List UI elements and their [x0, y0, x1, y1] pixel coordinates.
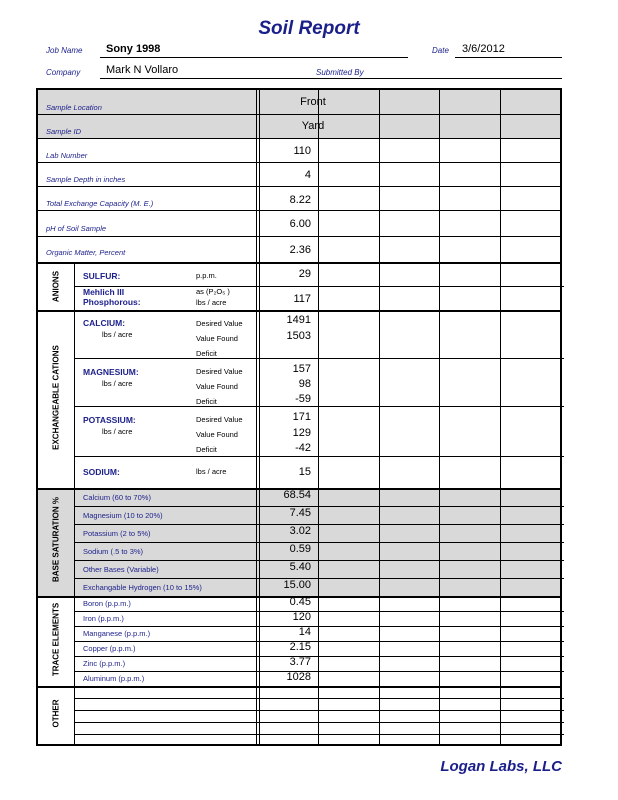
company-value: Mark N Vollaro — [106, 64, 179, 76]
section-trace: TRACE ELEMENTS — [51, 602, 61, 677]
label-sample-depth: Sample Depth in inches — [46, 175, 126, 184]
unit-calcium: lbs / acre — [102, 330, 133, 339]
unit-phos-lbs: lbs / acre — [196, 298, 227, 307]
section-other: OTHER — [51, 699, 61, 728]
value-sodium: 15 — [298, 466, 311, 478]
label-sample-location: Sample Location — [46, 103, 102, 112]
label-magnesium: MAGNESIUM: — [83, 367, 139, 377]
bs-label-calcium: Calcium (60 to 70%) — [83, 493, 151, 502]
unit-magnesium: lbs / acre — [102, 379, 133, 388]
trace-label-aluminum: Aluminum (p.p.m.) — [83, 674, 145, 683]
trace-value-copper: 2.15 — [289, 641, 311, 653]
value-ph: 6.00 — [289, 218, 311, 230]
label-mehlich: Mehlich III — [83, 287, 125, 297]
potassium-deficit-label: Deficit — [196, 445, 217, 454]
label-potassium: POTASSIUM: — [83, 415, 136, 425]
magnesium-found-value: 98 — [298, 378, 311, 390]
trace-label-boron: Boron (p.p.m.) — [83, 599, 131, 608]
potassium-deficit-value: -42 — [295, 442, 311, 454]
bs-label-other-bases: Other Bases (Variable) — [83, 565, 159, 574]
magnesium-desired-value: 157 — [292, 363, 311, 375]
unit-sodium: lbs / acre — [196, 467, 227, 476]
magnesium-found-label: Value Found — [196, 382, 238, 391]
bs-value-calcium: 68.54 — [283, 489, 311, 501]
job-name-underline — [100, 57, 408, 58]
trace-value-iron: 120 — [292, 611, 311, 623]
trace-label-manganese: Manganese (p.p.m.) — [83, 629, 151, 638]
submitted-by-label: Submitted By — [316, 68, 364, 77]
calcium-desired-value: 1491 — [286, 314, 311, 326]
label-tec: Total Exchange Capacity (M. E.) — [46, 199, 154, 208]
magnesium-desired-label: Desired Value — [196, 367, 243, 376]
section-base-saturation: BASE SATURATION % — [51, 496, 61, 583]
date-underline — [455, 57, 562, 58]
magnesium-deficit-value: -59 — [295, 393, 311, 405]
bs-label-hydrogen: Exchangable Hydrogen (10 to 15%) — [83, 583, 202, 592]
company-underline — [100, 78, 562, 79]
section-cations: EXCHANGEABLE CATIONS — [51, 345, 61, 450]
value-sample-depth: 4 — [304, 169, 311, 181]
report-title: Soil Report — [258, 18, 360, 39]
potassium-found-label: Value Found — [196, 430, 238, 439]
trace-label-iron: Iron (p.p.m.) — [83, 614, 124, 623]
bs-value-other-bases: 5.40 — [289, 561, 311, 573]
value-sample-location: Front — [300, 96, 326, 108]
label-lab-number: Lab Number — [46, 151, 88, 160]
label-organic: Organic Matter, Percent — [46, 248, 126, 257]
calcium-desired-label: Desired Value — [196, 319, 243, 328]
value-sulfur: 29 — [298, 268, 311, 280]
magnesium-deficit-label: Deficit — [196, 397, 217, 406]
bs-value-sodium: 0.59 — [289, 543, 311, 555]
report-table — [36, 88, 562, 746]
job-name-value: Sony 1998 — [106, 43, 161, 55]
bs-label-magnesium: Magnesium (10 to 20%) — [83, 511, 163, 520]
unit-potassium: lbs / acre — [102, 427, 133, 436]
potassium-desired-value: 171 — [292, 411, 311, 423]
value-sample-id: Yard — [301, 120, 325, 132]
unit-sulfur: p.p.m. — [196, 271, 217, 280]
label-calcium: CALCIUM: — [83, 318, 126, 328]
date-value: 3/6/2012 — [462, 43, 505, 55]
calcium-found-label: Value Found — [196, 334, 238, 343]
label-phosphorous: Phosphorous: — [83, 297, 141, 307]
value-lab-number: 110 — [293, 145, 311, 157]
potassium-desired-label: Desired Value — [196, 415, 243, 424]
bs-label-potassium: Potassium (2 to 5%) — [83, 529, 151, 538]
date-label: Date — [432, 46, 449, 55]
bs-value-potassium: 3.02 — [289, 525, 311, 537]
trace-label-copper: Copper (p.p.m.) — [83, 644, 136, 653]
job-name-label: Job Name — [46, 46, 83, 55]
company-label: Company — [46, 68, 81, 77]
calcium-deficit-label: Deficit — [196, 349, 217, 358]
label-sodium: SODIUM: — [83, 467, 120, 477]
bs-value-hydrogen: 15.00 — [283, 579, 311, 591]
trace-value-aluminum: 1028 — [286, 671, 311, 683]
unit-phos-as: as (P₂O₅ ) — [196, 287, 230, 296]
section-anions: ANIONS — [51, 270, 61, 303]
potassium-found-value: 129 — [292, 427, 311, 439]
label-sulfur: SULFUR: — [83, 271, 121, 281]
bs-label-sodium: Sodium (.5 to 3%) — [83, 547, 144, 556]
value-organic: 2.36 — [289, 244, 311, 256]
value-tec: 8.22 — [289, 194, 311, 206]
trace-value-manganese: 14 — [298, 626, 311, 638]
bs-value-magnesium: 7.45 — [289, 507, 311, 519]
trace-label-zinc: Zinc (p.p.m.) — [83, 659, 126, 668]
lab-name: Logan Labs, LLC — [440, 758, 562, 775]
trace-value-zinc: 3.77 — [289, 656, 311, 668]
label-ph: pH of Soil Sample — [46, 224, 107, 233]
value-phosphorous: 117 — [293, 293, 311, 305]
label-sample-id: Sample ID — [46, 127, 82, 136]
trace-value-boron: 0.45 — [289, 596, 311, 608]
calcium-found-value: 1503 — [286, 330, 311, 342]
